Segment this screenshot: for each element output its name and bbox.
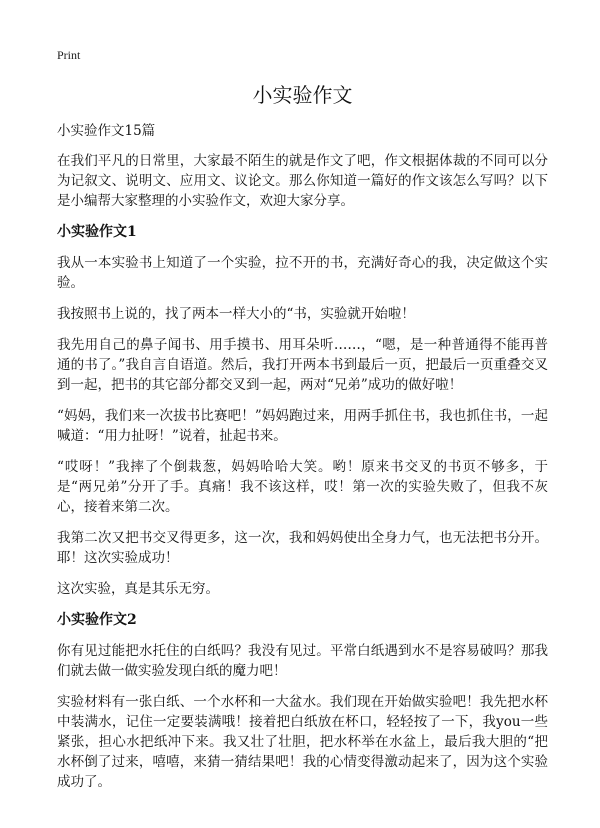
paragraph: 我按照书上说的，找了两本一样大小的“书，实验就开始啦！	[57, 306, 415, 322]
paragraph: 我从一本实验书上知道了一个实验，拉不开的书，充满好奇心的我，决定做这个实验。	[57, 255, 548, 291]
intro-paragraph: 在我们平凡的日常里，大家最不陌生的就是作文了吧，作文根据体裁的不同可以分为记叙文、说明文、应用文、议论文。那么你知道一篇好的作文该怎么写吗？以下是小编帮大家整理的小实验作文，欢迎大家分享。	[57, 153, 548, 209]
paragraph: 实验材料有一张白纸、一个水杯和一大盆水。我们现在开始做实验吧！我先把水杯中装满水，记住一定要装满哦！接着把白纸放在杯口，轻轻按了一下，我you一些紧张，担心水把纸冲下来。我又壮了壮胆，把水杯举在水盆上，最后我大胆的“把水杯倒了过来，嘻嘻，来猜一猜结果吧！我的心情变得激动起来了，因为这个实验成功了。	[57, 694, 548, 790]
paragraph: 这次实验，真是其乐无穷。	[57, 581, 219, 597]
paragraph: 我第二次又把书交叉得更多，这一次，我和妈妈使出全身力气，也无法把书分开。耶！这次实验成功！	[57, 530, 548, 566]
page-title: 小实验作文	[252, 83, 353, 107]
paragraph: “妈妈，我们来一次拔书比赛吧！”妈妈跑过来，用两手抓住书，我也抓住书，一起喊道：“用力扯呀！”说着，扯起书来。	[57, 408, 548, 444]
section-heading-1: 小实验作文1	[57, 224, 137, 240]
paragraph: “哎呀！”我摔了个倒栽葱，妈妈哈哈大笑。哟！原来书交叉的书页不够多，于是“两兄弟”分开了手。真痛！我不该这样，哎！第一次的实验失败了，但我不灰心，接着来第二次。	[57, 459, 548, 515]
paragraph: 我先用自己的鼻子闻书、用手摸书、用耳朵听……，“嗯，是一种普通得不能再普通的书了。”我自言自语道。然后，我打开两本书到最后一页，把最后一页重叠交叉到一起，把书的其它部分都交叉到一起，两对“兄弟”成功的做好啦！	[57, 337, 548, 393]
document-subtitle: 小实验作文15篇	[57, 123, 156, 139]
section-heading-2: 小实验作文2	[57, 612, 137, 628]
print-link[interactable]: Print	[57, 48, 81, 62]
paragraph: 你有见过能把水托住的白纸吗？我没有见过。平常白纸遇到水不是容易破吗？那我们就去做一做实验发现白纸的魔力吧！	[57, 643, 548, 679]
